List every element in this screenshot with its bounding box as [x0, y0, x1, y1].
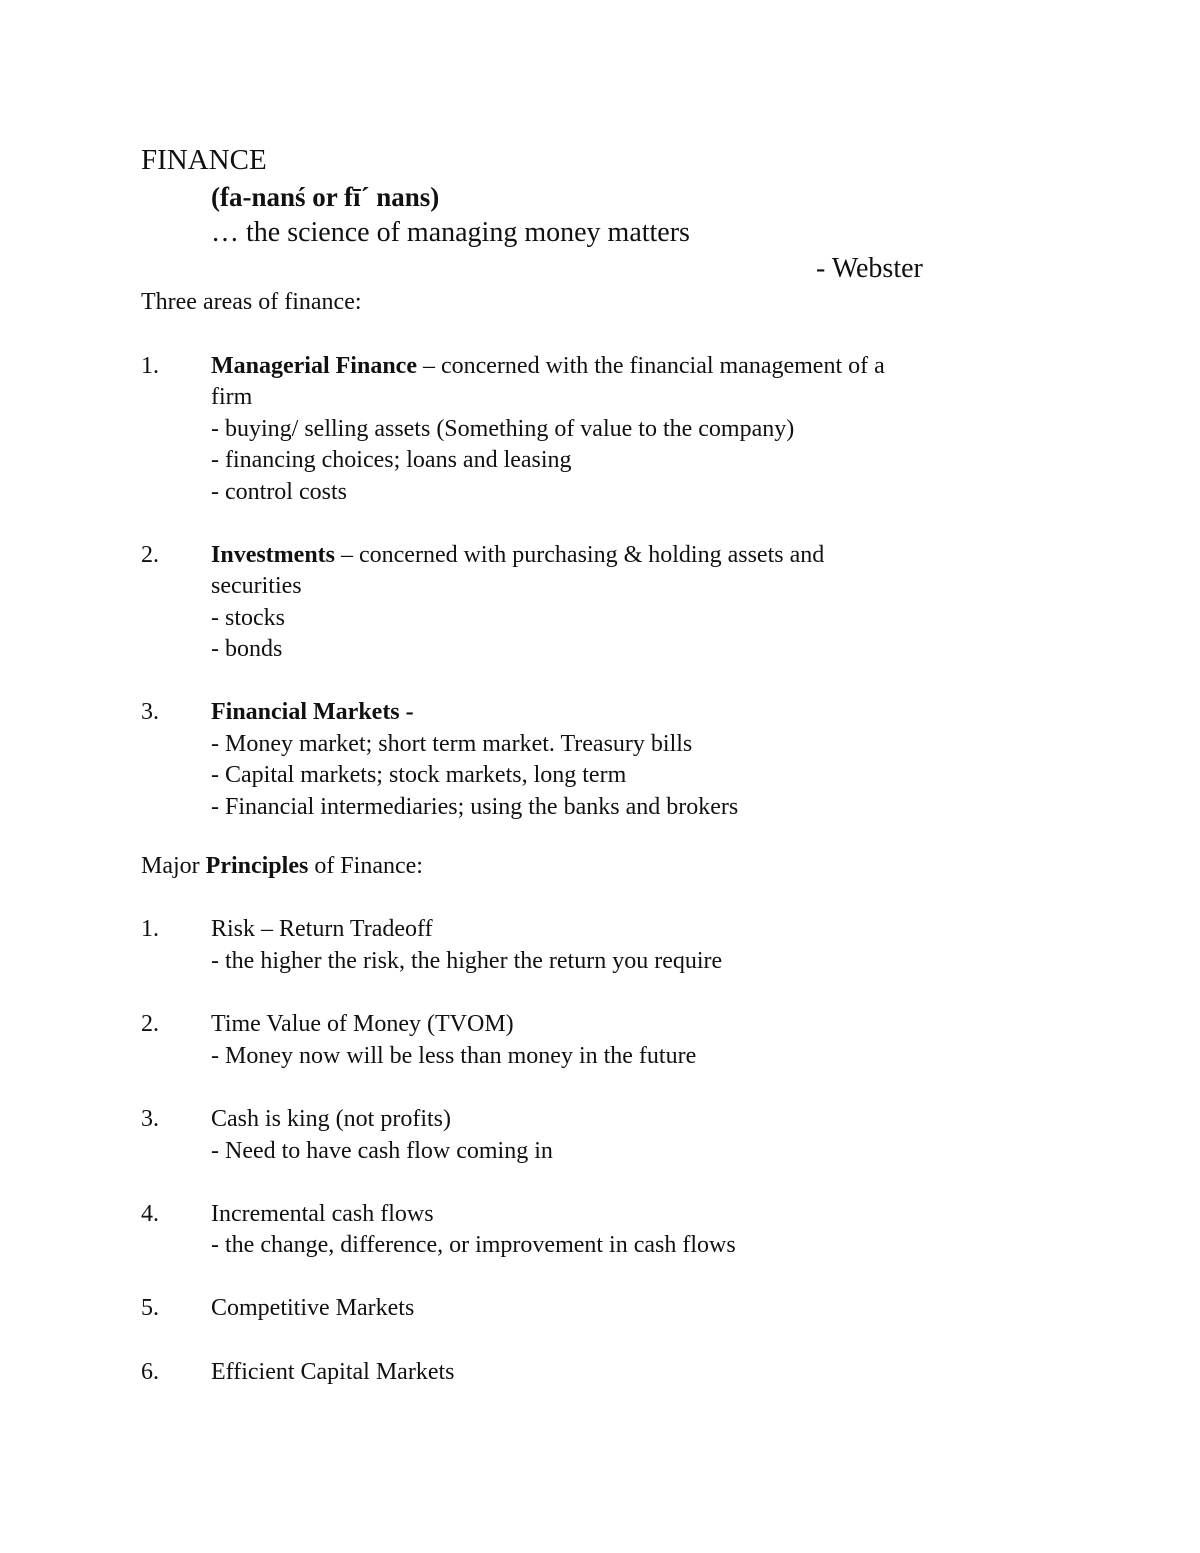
principle-title: Risk – Return Tradeoff — [211, 916, 433, 942]
area-point: - Financial intermediaries; using the banks and brokers — [211, 794, 739, 820]
principle-number: 5. — [141, 1295, 159, 1321]
area-description-cont: securities — [211, 573, 302, 599]
definition: … the science of managing money matters — [211, 217, 690, 248]
area-heading — [211, 540, 824, 572]
principle-number: 1. — [141, 916, 159, 942]
principle-note: - Need to have cash flow coming in — [211, 1138, 553, 1164]
area-point: - stocks — [211, 605, 285, 631]
area-heading — [211, 351, 885, 383]
principle-title: Efficient Capital Markets — [211, 1359, 455, 1385]
area-name: Managerial Finance — [211, 353, 417, 379]
area-point: - bonds — [211, 636, 283, 662]
principle-number: 2. — [141, 1011, 159, 1037]
area-point: - financing choices; loans and leasing — [211, 447, 572, 473]
area-point: - control costs — [211, 479, 347, 505]
pronunciation: (fa-nanś or fī´ nans) — [211, 182, 440, 212]
area-number: 3. — [141, 699, 159, 725]
principle-title: Time Value of Money (TVOM) — [211, 1011, 514, 1037]
area-point: - buying/ selling assets (Something of value to the company) — [211, 416, 795, 442]
principle-title: Incremental cash flows — [211, 1201, 434, 1227]
principle-number: 4. — [141, 1201, 159, 1227]
principles-intro — [141, 851, 423, 883]
area-point: - Money market; short term market. Treasury bills — [211, 731, 693, 757]
principle-note: - Money now will be less than money in the future — [211, 1043, 697, 1069]
principles-intro-bold: Principles — [205, 853, 309, 879]
principle-note: - the change, difference, or improvement in cash flows — [211, 1232, 736, 1258]
area-description-cont: firm — [211, 384, 253, 410]
principle-note: - the higher the risk, the higher the return you require — [211, 948, 723, 974]
area-heading — [211, 697, 414, 729]
areas-intro: Three areas of finance: — [141, 289, 362, 315]
area-point: - Capital markets; stock markets, long term — [211, 762, 627, 788]
principle-title: Cash is king (not profits) — [211, 1106, 451, 1132]
area-description: – concerned with purchasing & holding assets and — [335, 542, 825, 568]
principles-intro-post: of Finance: — [308, 853, 423, 879]
principle-number: 6. — [141, 1359, 159, 1385]
area-name: Financial Markets - — [211, 699, 414, 725]
area-number: 1. — [141, 353, 159, 379]
principle-title: Competitive Markets — [211, 1295, 415, 1321]
page-title: FINANCE — [141, 144, 267, 176]
definition-source: - Webster — [816, 253, 923, 284]
area-number: 2. — [141, 542, 159, 568]
area-description: – concerned with the financial management of a — [416, 353, 885, 379]
principles-intro-pre: Major — [141, 853, 206, 879]
area-name: Investments — [211, 542, 335, 568]
principle-number: 3. — [141, 1106, 159, 1132]
